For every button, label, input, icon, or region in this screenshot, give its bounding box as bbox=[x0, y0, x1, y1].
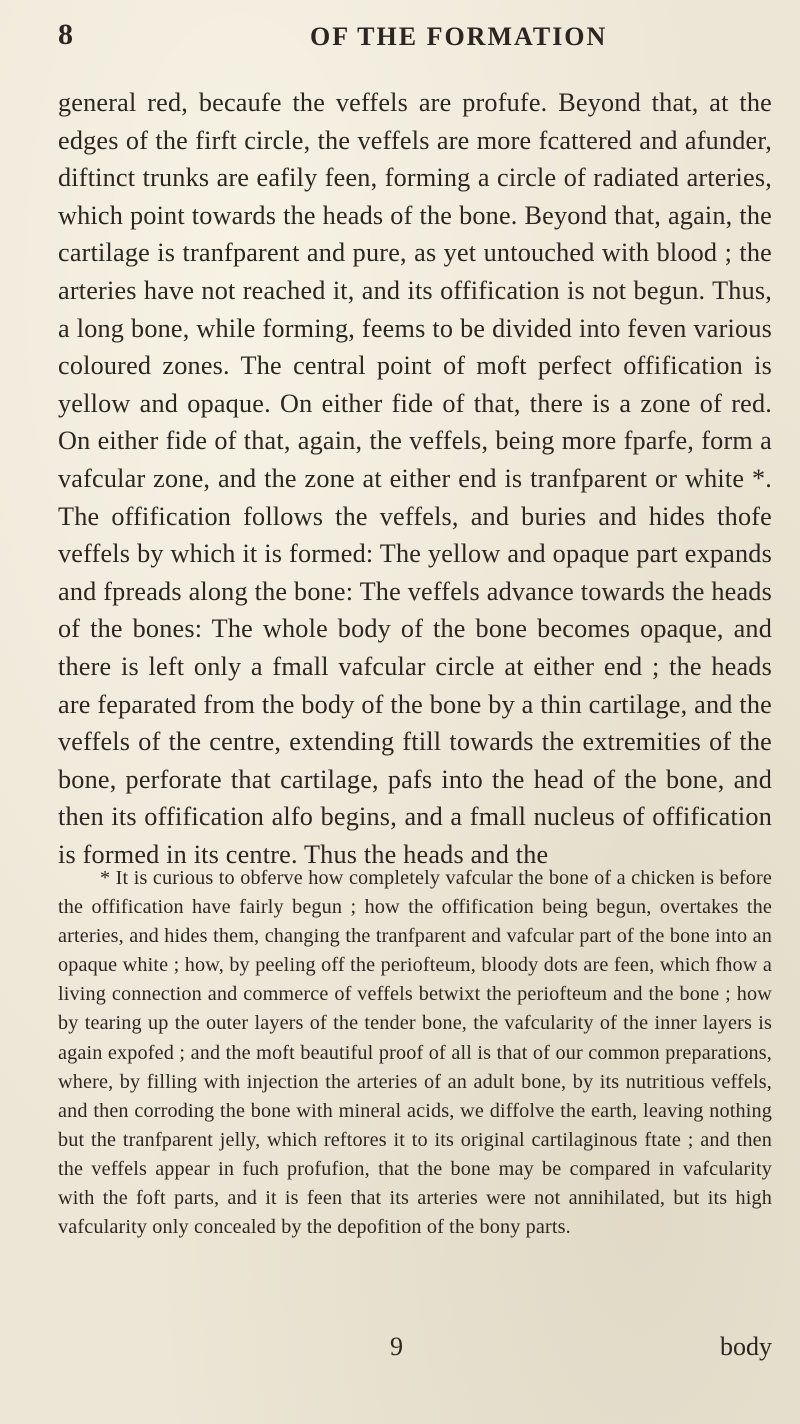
running-head: OF THE FORMATION bbox=[310, 22, 608, 51]
footnote bbox=[58, 864, 772, 1242]
catchword: body bbox=[720, 1332, 772, 1361]
footnote-text: * It is curious to obferve how completely vafcular the bone of a chicken is before the offification have fairly begun ; how the offification being begun, overtakes the arteries, and hides them, changing the tranfparent and vafcular part of the bone into an opaque white ; how, by peeling off the periofteum, bloody dots are feen, which fhow a living connection and commerce of veffels betwixt the periofteum and the bone ; how by tearing up the outer layers of the tender bone, the vafcularity of the inner layers is again expofed ; and the moft beautiful proof of all is that of our common preparations, where, by filling with injection the arteries of an adult bone, by its nutritious veffels, and then corroding the bone with mineral acids, we diffolve the earth, leaving nothing but the tranfparent jelly, which reftores it to its original cartilaginous ftate ; and then the veffels appear in fuch profufion, that the bone may be compared in vafcularity with the foft parts, and it is feen that its arteries were not annihilated, but its high vafcularity only concealed by the depofition of the bony parts. bbox=[58, 867, 772, 1239]
page-header bbox=[58, 18, 760, 58]
page-footer bbox=[58, 1332, 772, 1366]
signature-mark: 9 bbox=[390, 1332, 403, 1361]
body-paragraph: general red, becaufe the veffels are profufe. Beyond that, at the edges of the firft circle, the veffels are more fcattered and afunder, diftinct trunks are eafily feen, forming a circle of radiated arteries, which point towards the heads of the bone. Beyond that, again, the cartilage is tranfparent and pure, as yet untouched with blood ; the arteries have not reached it, and its offification is not begun. Thus, a long bone, while forming, feems to be divided into feven various coloured zones. The central point of moft perfect offification is yellow and opaque. On either fide of that, there is a zone of red. On either fide of that, again, the veffels, being more fparfe, form a vafcular zone, and the zone at either end is tranfparent or white *. The offification follows the veffels, and buries and hides thofe veffels by which it is formed: The yellow and opaque part expands and fpreads along the bone: The veffels advance towards the heads of the bones: The whole body of the bone becomes opaque, and there is left only a fmall vafcular circle at either end ; the heads are feparated from the body of the bone by a thin cartilage, and the veffels of the centre, extending ftill towards the extremities of the bone, perforate that cartilage, pafs into the head of the bone, and then its offification alfo begins, and a fmall nucleus of offification is formed in its centre. Thus the heads and the bbox=[58, 88, 772, 869]
main-text bbox=[58, 84, 772, 873]
page-number: 8 bbox=[58, 18, 73, 51]
